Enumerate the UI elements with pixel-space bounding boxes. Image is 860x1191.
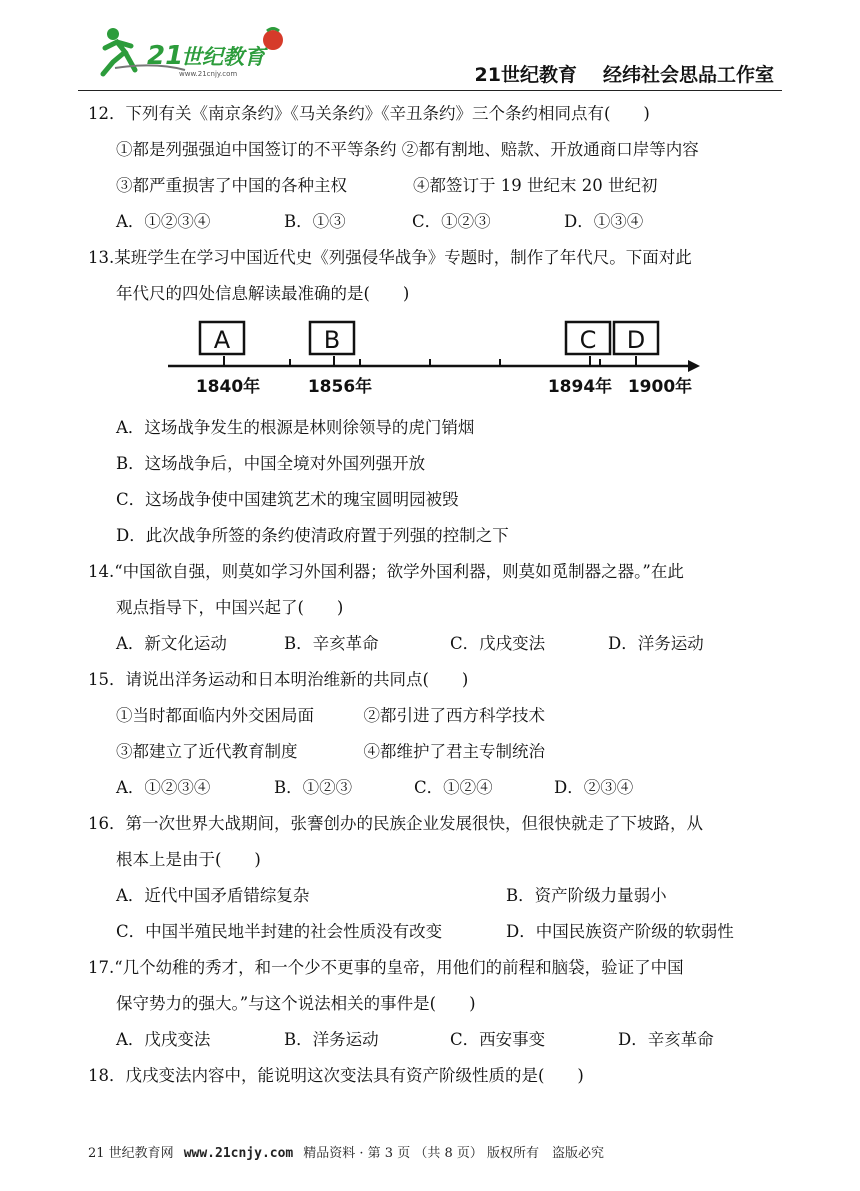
q16-option-b: B．资产阶级力量弱小 <box>506 886 667 905</box>
q13-option-a: A．这场战争发生的根源是林则徐领导的虎门销烟 <box>116 418 475 437</box>
footer-url[interactable]: www.21cnjy.com <box>183 1146 294 1161</box>
header-rule <box>78 90 782 91</box>
q12-option-d: D．①③④ <box>564 212 644 231</box>
q17-option-a: A．戊戌变法 <box>116 1030 211 1049</box>
q16-stem-1: 16．第一次世界大战期间，张謇创办的民族企业发展很快，但很快就走了下坡路，从 <box>88 814 703 833</box>
q13-option-d: D．此次战争所签的条约使清政府置于列强的控制之下 <box>116 526 509 545</box>
q12-option-b: B．①③ <box>284 212 346 231</box>
q18-stem: 18．戊戌变法内容中，能说明这次变法具有资产阶级性质的是( ) <box>88 1066 584 1085</box>
q13-stem-2: 年代尺的四处信息解读最准确的是( ) <box>116 284 410 303</box>
q17-option-d: D．辛亥革命 <box>618 1030 714 1049</box>
q13-stem-1: 13.某班学生在学习中国近代史《列强侵华战争》专题时，制作了年代尺。下面对此 <box>88 248 692 267</box>
page-header <box>0 0 860 92</box>
q16-option-c: C．中国半殖民地半封建的社会性质没有改变 <box>116 922 443 941</box>
timeline-year-1900: 1900年 <box>627 377 693 397</box>
q12-stem: 12．下列有关《南京条约》《马关条约》《辛丑条约》三个条约相同点有( ) <box>88 104 650 123</box>
q17-option-c: C．西安事变 <box>450 1030 546 1049</box>
svg-text:21: 21 <box>147 41 184 71</box>
timeline-year-1840: 1840年 <box>195 377 261 397</box>
q15-item-1: ①当时都面临内外交困局面 ②都引进了西方科学技术 <box>116 706 545 725</box>
q13-option-c: C．这场战争使中国建筑艺术的瑰宝圆明园被毁 <box>116 490 459 509</box>
q14-option-b: B．辛亥革命 <box>284 634 379 653</box>
timeline-box-d-label: D <box>626 326 646 354</box>
svg-text:www.21cnjy.com: www.21cnjy.com <box>179 70 238 78</box>
timeline-year-1856: 1856年 <box>307 377 373 397</box>
q17-option-b: B．洋务运动 <box>284 1030 379 1049</box>
timeline-box-a-label: A <box>213 326 231 354</box>
q14-option-d: D．洋务运动 <box>608 634 704 653</box>
timeline-box-c-label: C <box>579 326 597 354</box>
q16-stem-2: 根本上是由于( ) <box>116 850 261 869</box>
q15-option-b: B．①②③ <box>274 778 353 797</box>
q12-option-a: A．①②③④ <box>116 212 211 231</box>
q12-item-2: ③都严重损害了中国的各种主权 ④都签订于 19 世纪末 20 世纪初 <box>116 176 658 195</box>
timeline-box-b-label: B <box>323 326 341 354</box>
q16-option-d: D．中国民族资产阶级的软弱性 <box>506 922 734 941</box>
footer-info: 精品资料 · 第 3 页 （共 8 页） 版权所有 盗版必究 <box>303 1146 604 1161</box>
q14-option-c: C．戊戌变法 <box>450 634 546 653</box>
q14-stem-1: 14.“中国欲自强，则莫如学习外国利器；欲学外国利器，则莫如觅制器之器。”在此 <box>88 562 684 581</box>
timeline-year-1894: 1894年 <box>547 377 613 397</box>
q15-stem: 15．请说出洋务运动和日本明治维新的共同点( ) <box>88 670 469 689</box>
q15-option-d: D．②③④ <box>554 778 634 797</box>
q12-option-c: C．①②③ <box>412 212 491 231</box>
q17-stem-1: 17.“几个幼稚的秀才，和一个少不更事的皇帝，用他们的前程和脑袋，验证了中国 <box>88 958 684 977</box>
q13-option-b: B．这场战争后，中国全境对外国列强开放 <box>116 454 426 473</box>
timeline-arrow <box>688 360 700 372</box>
q15-item-2: ③都建立了近代教育制度 ④都维护了君主专制统治 <box>116 742 545 761</box>
q12-item-1: ①都是列强强迫中国签订的不平等条约 ②都有割地、赔款、开放通商口岸等内容 <box>116 140 699 159</box>
q14-option-a: A．新文化运动 <box>116 634 227 653</box>
q16-option-a: A．近代中国矛盾错综复杂 <box>116 886 310 905</box>
q15-option-a: A．①②③④ <box>116 778 211 797</box>
timeline-figure <box>160 318 700 398</box>
logo-21cnjy <box>95 18 295 84</box>
q14-stem-2: 观点指导下，中国兴起了( ) <box>116 598 344 617</box>
page-footer <box>88 1142 604 1161</box>
q17-stem-2: 保守势力的强大。”与这个说法相关的事件是( ) <box>116 994 476 1013</box>
header-studio: 经纬社会思品工作室 <box>602 64 774 86</box>
q15-option-c: C．①②④ <box>414 778 493 797</box>
header-brand: 21世纪教育 <box>474 64 577 86</box>
footer-site: 21 世纪教育网 <box>88 1146 174 1161</box>
header-title <box>475 60 774 87</box>
svg-text:世纪教育: 世纪教育 <box>181 45 265 69</box>
